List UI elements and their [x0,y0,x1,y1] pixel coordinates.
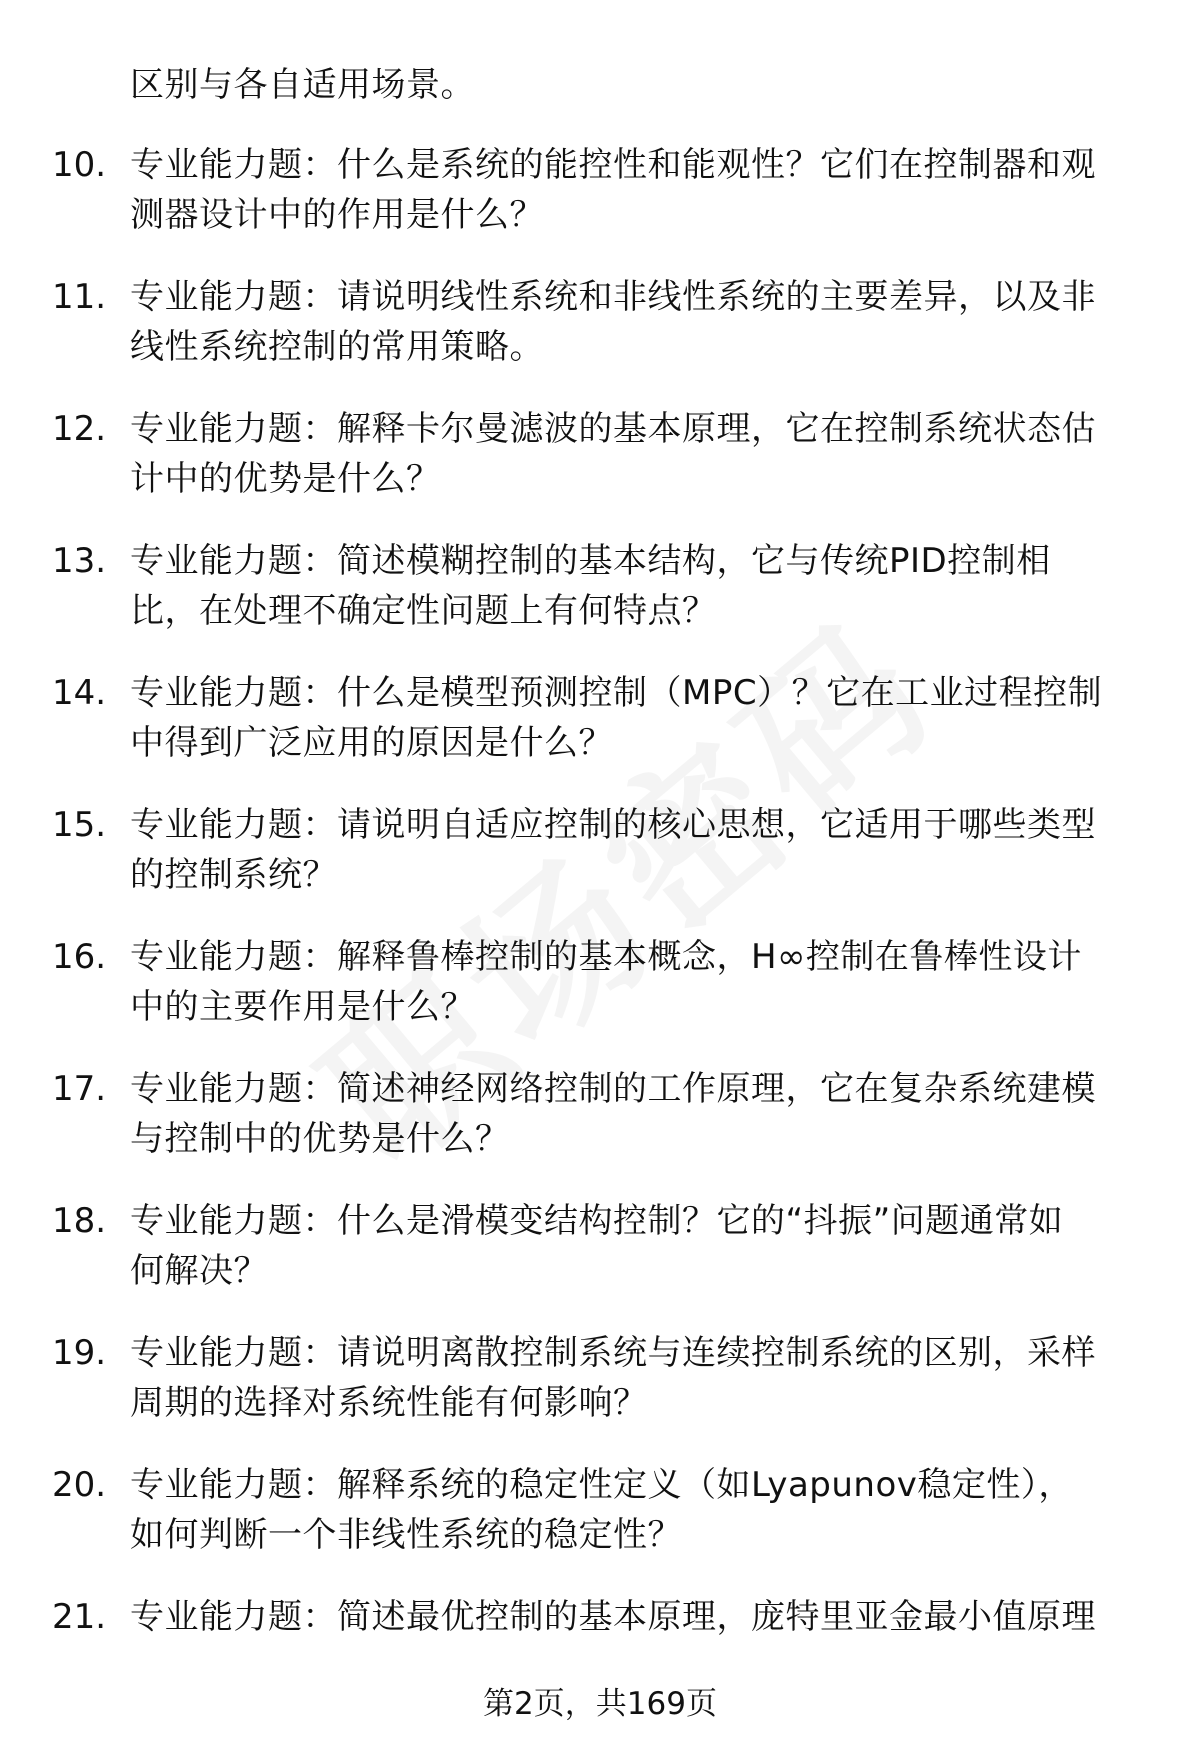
question-item [0,140,1200,272]
question-number: 16. [52,937,107,977]
question-number: 11. [52,277,107,317]
question-number: 13. [52,541,107,581]
question-text [130,1328,1150,1428]
question-item [0,800,1200,932]
question-number: 18. [52,1201,107,1241]
question-line: 中的主要作用是什么？ [130,987,475,1027]
question-text [130,536,1150,636]
question-item [0,272,1200,404]
question-item [0,932,1200,1064]
question-text [130,1592,1150,1642]
question-line: 专业能力题：简述最优控制的基本原理，庞特里亚金最小值原理 [130,1597,1096,1637]
question-text [130,1196,1150,1296]
question-text [130,140,1150,240]
question-line: 周期的选择对系统性能有何影响？ [130,1383,648,1423]
question-text [130,800,1150,900]
question-line: 线性系统控制的常用策略。 [130,327,544,367]
question-line: 专业能力题：解释系统的稳定性定义（如Lyapunov稳定性）， [130,1465,1073,1505]
question-number: 21. [52,1597,107,1637]
question-line: 计中的优势是什么？ [130,459,441,499]
question-line: 比，在处理不确定性问题上有何特点？ [130,591,717,631]
question-number: 20. [52,1465,107,1505]
question-text [130,1460,1150,1560]
question-item [0,536,1200,668]
question-number: 15. [52,805,107,845]
question-line: 专业能力题：请说明离散控制系统与连续控制系统的区别，采样 [130,1333,1096,1373]
question-text [130,1064,1150,1164]
question-item [0,404,1200,536]
question-line: 如何判断一个非线性系统的稳定性？ [130,1515,682,1555]
question-line: 专业能力题：解释鲁棒控制的基本概念，H∞控制在鲁棒性设计 [130,937,1082,977]
carryover-text: 区别与各自适用场景。 [130,65,475,105]
question-line: 测器设计中的作用是什么？ [130,195,544,235]
question-line: 专业能力题：什么是滑模变结构控制？它的“抖振”问题通常如 [130,1201,1064,1241]
question-number: 14. [52,673,107,713]
question-text [130,272,1150,372]
question-item [0,1328,1200,1460]
question-line: 专业能力题：请说明线性系统和非线性系统的主要差异，以及非 [130,277,1096,317]
question-text [130,404,1150,504]
question-line: 中得到广泛应用的原因是什么？ [130,723,613,763]
question-text [130,668,1150,768]
question-number: 10. [52,145,107,185]
question-list [0,140,1200,1724]
question-number: 17. [52,1069,107,1109]
page-footer: 第2页，共169页 [483,1686,717,1722]
question-number: 12. [52,409,107,449]
question-item [0,1064,1200,1196]
question-line: 与控制中的优势是什么？ [130,1119,510,1159]
question-item [0,668,1200,800]
question-line: 专业能力题：简述模糊控制的基本结构，它与传统PID控制相 [130,541,1051,581]
question-text [130,932,1150,1032]
question-line: 专业能力题：简述神经网络控制的工作原理，它在复杂系统建模 [130,1069,1096,1109]
question-line: 专业能力题：请说明自适应控制的核心思想，它适用于哪些类型 [130,805,1096,845]
question-line: 专业能力题：什么是模型预测控制（MPC）？它在工业过程控制 [130,673,1103,713]
question-line: 的控制系统？ [130,855,337,895]
question-item [0,1196,1200,1328]
question-item [0,1460,1200,1592]
question-line: 专业能力题：什么是系统的能控性和能观性？它们在控制器和观 [130,145,1096,185]
question-line: 专业能力题：解释卡尔曼滤波的基本原理，它在控制系统状态估 [130,409,1096,449]
question-number: 19. [52,1333,107,1373]
question-line: 何解决？ [130,1251,268,1291]
